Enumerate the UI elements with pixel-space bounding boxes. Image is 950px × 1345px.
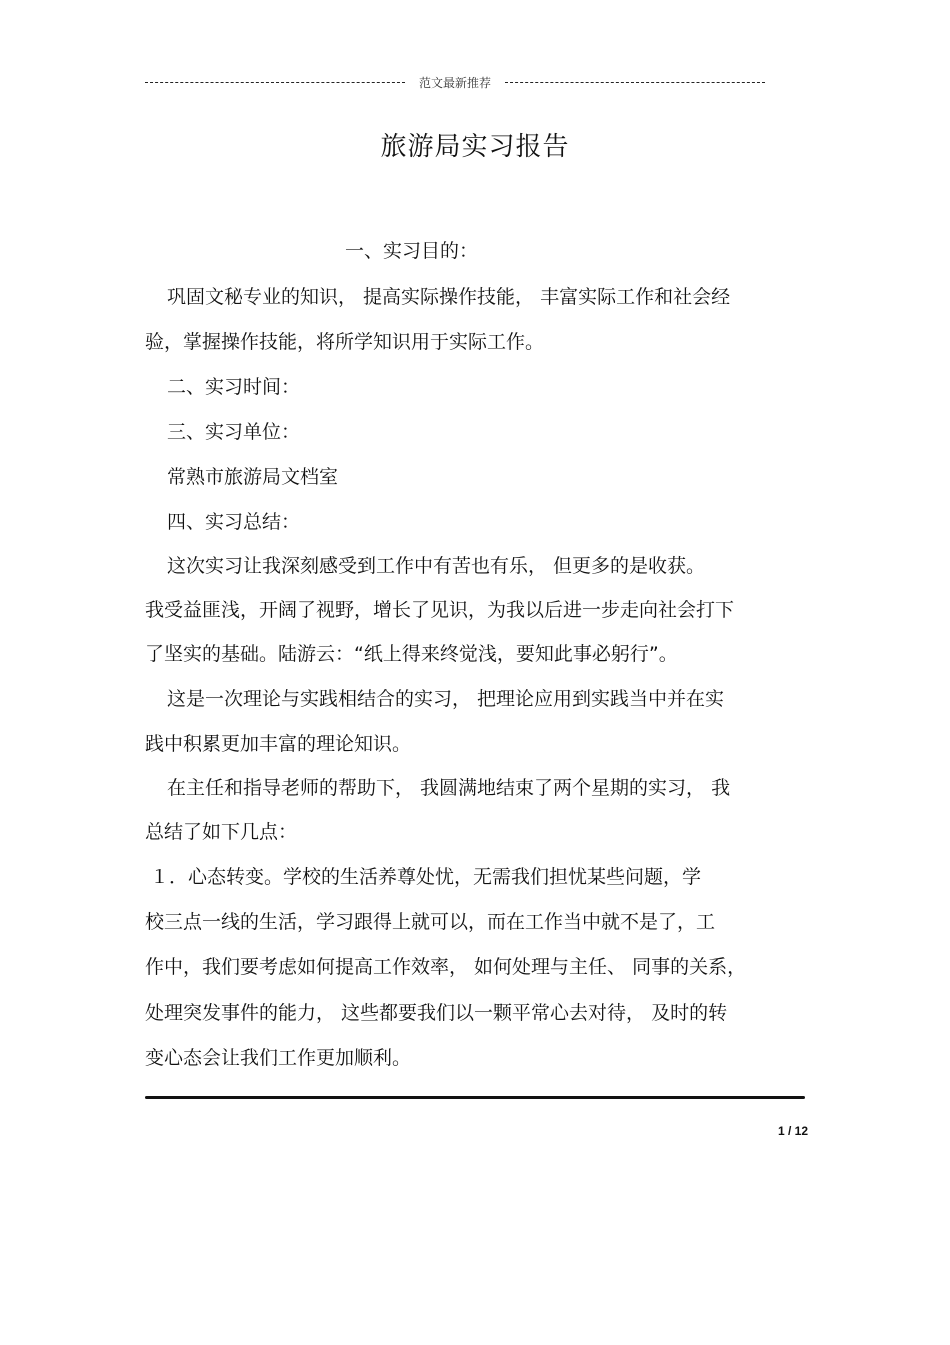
paragraph-line: 总结了如下几点：: [145, 821, 298, 843]
section-heading-purpose: 一、实习目的：: [345, 240, 479, 262]
document-title: 旅游局实习报告: [380, 132, 570, 162]
paragraph-line: 变心态会让我们工作更加顺利。: [145, 1047, 412, 1069]
paragraph-line: 了坚实的基础。陆游云：“纸上得来终觉浅，要知此事必躬行”。: [145, 643, 678, 665]
paragraph-line: 这是一次理论与实践相结合的实习， 把理论应用到实践当中并在实: [167, 688, 725, 710]
header-rule-right: [505, 82, 765, 83]
paragraph-line: 常熟市旅游局文档室: [167, 466, 339, 488]
paragraph-line: 巩固文秘专业的知识， 提高实际操作技能， 丰富实际工作和社会经: [167, 286, 731, 308]
paragraph-line: 校三点一线的生活，学习跟得上就可以，而在工作当中就不是了，工: [145, 911, 716, 933]
footer-rule: [145, 1096, 805, 1099]
page-header: [145, 72, 765, 92]
paragraph-line: 在主任和指导老师的帮助下， 我圆满地结束了两个星期的实习， 我: [167, 777, 731, 799]
paragraph-line: 我受益匪浅，开阔了视野，增长了见识，为我以后进一步走向社会打下: [145, 599, 735, 621]
section-heading-unit: 三、实习单位：: [167, 421, 301, 443]
paragraph-line: 作中，我们要考虑如何提高工作效率， 如何处理与主任、 同事的关系，: [145, 956, 747, 978]
paragraph-line: 这次实习让我深刻感受到工作中有苦也有乐， 但更多的是收获。: [167, 555, 706, 577]
list-item: １．心态转变。学校的生活养尊处忧，无需我们担忧某些问题，学: [150, 866, 702, 888]
paragraph-line: 处理突发事件的能力， 这些都要我们以一颗平常心去对待， 及时的转: [145, 1002, 728, 1024]
section-heading-time: 二、实习时间：: [167, 376, 301, 398]
page-number: 1 / 12: [777, 1124, 808, 1138]
header-rule-left: [145, 82, 405, 83]
header-label: 范文最新推荐: [419, 75, 492, 90]
section-heading-summary: 四、实习总结：: [167, 511, 301, 533]
paragraph-line: 验，掌握操作技能，将所学知识用于实际工作。: [145, 331, 545, 353]
paragraph-line: 践中积累更加丰富的理论知识。: [145, 733, 412, 755]
